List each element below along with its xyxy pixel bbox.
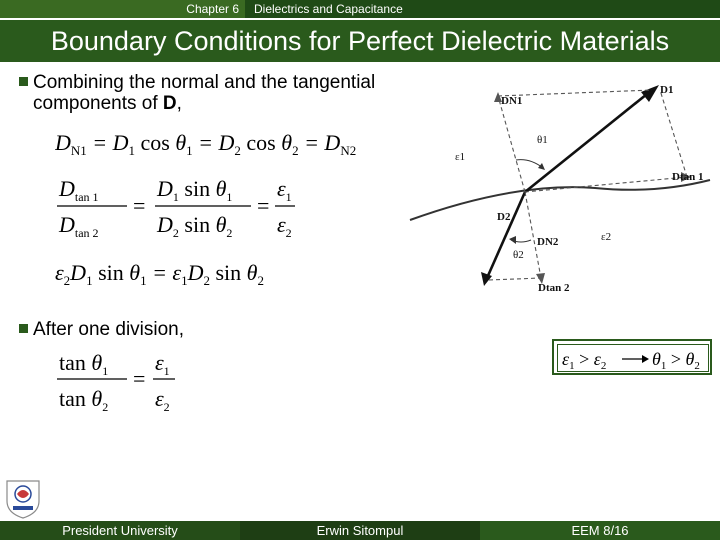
label-theta1: θ1 xyxy=(537,134,548,146)
inequality-relation xyxy=(560,344,710,372)
label-theta2: θ2 xyxy=(513,249,524,261)
svg-text:tan θ1: $\tan \theta_1$ xyxy=(59,350,109,378)
label-eps2: ε2 xyxy=(601,231,612,243)
header-bar xyxy=(0,0,720,18)
label-dn1: DN1 xyxy=(501,95,523,107)
boundary-diagram xyxy=(405,70,720,305)
label-dtan2: Dtan 2 xyxy=(538,282,570,294)
svg-text:θ1 > θ2: $\theta_1 > \theta_2$ xyxy=(652,349,700,372)
equation-combined xyxy=(55,258,315,292)
bullet-1-suffix: , xyxy=(176,93,182,114)
svg-text:ε1: $\varepsilon_1$ xyxy=(277,176,292,204)
bullet-marker-2 xyxy=(19,324,28,333)
footer-author: Erwin Sitompul xyxy=(240,521,480,540)
footer-page: EEM 8/16 xyxy=(480,521,720,540)
svg-text:ε1 > ε2: $\varepsilon_1 > \varepsilon_2$ xyxy=(562,349,607,372)
bullet-2-text: After one division, xyxy=(33,319,185,340)
university-logo xyxy=(4,477,42,519)
bullet-marker-1 xyxy=(19,77,28,86)
chapter-label: Chapter 6 xyxy=(0,0,245,18)
dn1-line xyxy=(498,96,525,192)
svg-text:Dtan 1: $D_{tan 1}$ xyxy=(59,176,99,204)
svg-text:DN1 = D1 cos θ1 = D2 cos θ2 =: $D_{N1} = D_1$ $\cos \theta_1 = D_2$ $\cos \theta_2 = D_{N2}$ xyxy=(55,130,357,158)
chapter-title: Dielectrics and Capacitance xyxy=(254,2,403,16)
svg-text:ε2D1 sin θ1 = ε1D2 sin θ2: $\varepsilon_2D_1$ $\sin \theta_1 = \varepsilon_1D_2$ $\sin \theta_2$ xyxy=(55,260,264,288)
svg-text:ε1: $\varepsilon_1$ xyxy=(155,350,170,378)
label-dn2: DN2 xyxy=(537,236,559,248)
boundary-curve xyxy=(410,180,710,220)
svg-text:D2 sin θ2: $D_2$ $\sin \theta_2$ xyxy=(157,212,233,240)
d2-vector xyxy=(487,192,525,278)
bullet-1-bold-d: D xyxy=(162,93,177,114)
bullet-1-line-2 xyxy=(33,93,182,114)
svg-text:Dtan 2: $D_{tan 2}$ xyxy=(59,212,99,240)
label-d1: D1 xyxy=(660,84,674,96)
svg-text:=: = xyxy=(133,193,146,218)
svg-text:ε2: $\varepsilon_2$ xyxy=(155,386,170,414)
bullet-1-prefix: components of xyxy=(33,93,163,114)
highlight-box xyxy=(552,339,712,375)
svg-text:=: = xyxy=(257,193,270,218)
footer xyxy=(0,521,720,540)
dn2-line xyxy=(525,192,541,278)
bullet-1-line-1: Combining the normal and the tangential xyxy=(33,72,376,93)
title-bar xyxy=(0,20,720,62)
equation-tangential-ratio xyxy=(55,172,295,244)
svg-text:D1 sin θ1: $D_1$ $\sin \theta_1$ xyxy=(157,176,233,204)
equation-tan-ratio xyxy=(55,348,185,416)
label-eps1: ε1 xyxy=(455,151,466,163)
label-dtan1: Dtan 1 xyxy=(672,171,704,183)
slide-title: Boundary Conditions for Perfect Dielectric Materials xyxy=(50,26,670,56)
equation-normal-components xyxy=(55,128,395,162)
svg-text:=: = xyxy=(133,366,146,391)
footer-university: President University xyxy=(0,521,240,540)
svg-text:tan θ2: $\tan \theta_2$ xyxy=(59,386,109,414)
svg-text:ε2: $\varepsilon_2$ xyxy=(277,212,292,240)
label-d2: D2 xyxy=(497,211,511,223)
